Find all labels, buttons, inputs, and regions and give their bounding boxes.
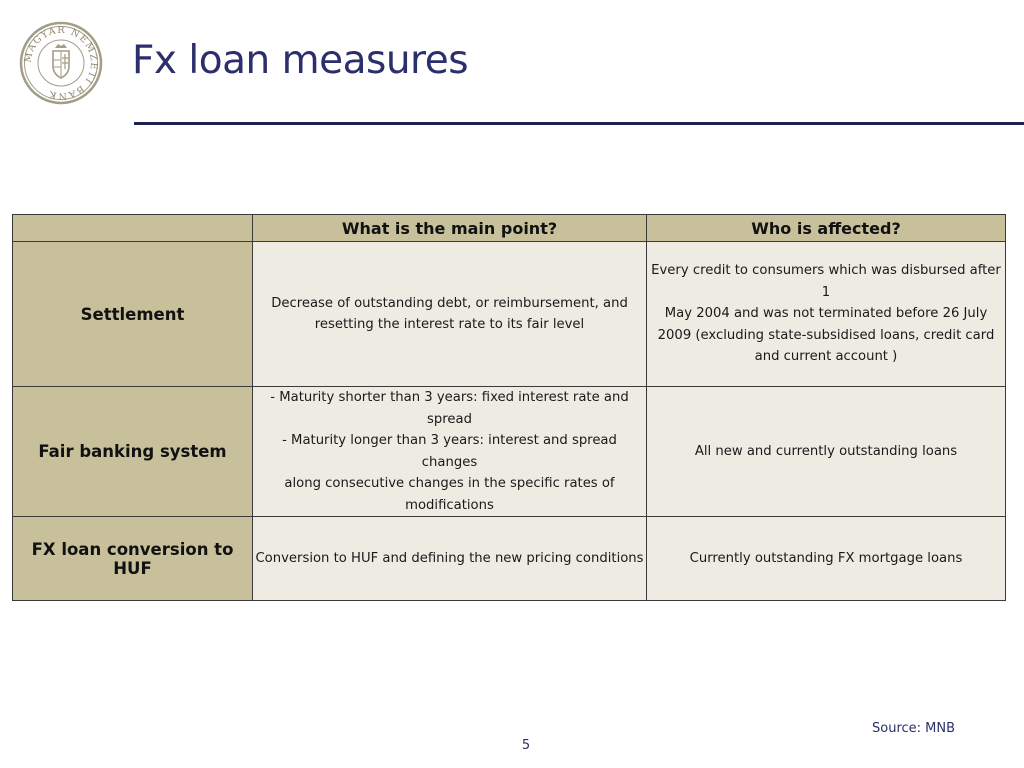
- cell-line: modifications: [405, 497, 494, 513]
- corner-cell: [13, 215, 253, 242]
- cell-line: Conversion to HUF and defining the new pricing conditions: [255, 550, 644, 566]
- cell-line: All new and currently outstanding loans: [694, 443, 958, 459]
- cell-line: - Maturity shorter than 3 years: fixed interest rate and: [270, 390, 629, 405]
- row-header: FX loan conversion to HUF: [13, 517, 253, 601]
- cell-line: spread: [427, 411, 472, 427]
- source-note: Source: MNB: [872, 721, 956, 736]
- cell-line: 2009 (excluding state-subsidised loans, credit card: [657, 327, 995, 343]
- main-point-cell: [253, 387, 647, 517]
- cell-line: Every credit to consumers which was disbursed after 1: [651, 263, 1001, 300]
- cell-line: resetting the interest rate to its fair level: [314, 317, 585, 332]
- row-header: Settlement: [13, 242, 253, 387]
- cell-line: May 2004 and was not terminated before 26 July: [664, 306, 988, 322]
- main-point-cell: [253, 242, 647, 387]
- cell-line: - Maturity longer than 3 years: interest and spread changes: [282, 433, 617, 470]
- mnb-logo: [19, 21, 103, 105]
- main-point-cell: [253, 517, 647, 601]
- cell-line: Currently outstanding FX mortgage loans: [689, 550, 963, 566]
- logo-ring-text: MAGYAR NEMZETI BANK: [22, 24, 100, 102]
- column-header: Who is affected?: [647, 215, 1006, 242]
- cell-line: and current account ): [754, 349, 898, 365]
- row-header: Fair banking system: [13, 387, 253, 517]
- page-title: Fx loan measures: [132, 38, 469, 83]
- table-row: [13, 387, 1006, 517]
- title-divider: [134, 122, 1024, 125]
- column-header: What is the main point?: [253, 215, 647, 242]
- table-header-row: [13, 215, 1006, 242]
- table-row: [13, 242, 1006, 387]
- page-number: 5: [521, 738, 531, 753]
- cell-line: Decrease of outstanding debt, or reimbursement, and: [271, 295, 628, 311]
- affected-cell: [647, 242, 1006, 387]
- affected-cell: [647, 387, 1006, 517]
- affected-cell: [647, 517, 1006, 601]
- measures-table: [12, 214, 1006, 601]
- table-row: [13, 517, 1006, 601]
- cell-line: along consecutive changes in the specific rates of: [284, 476, 615, 491]
